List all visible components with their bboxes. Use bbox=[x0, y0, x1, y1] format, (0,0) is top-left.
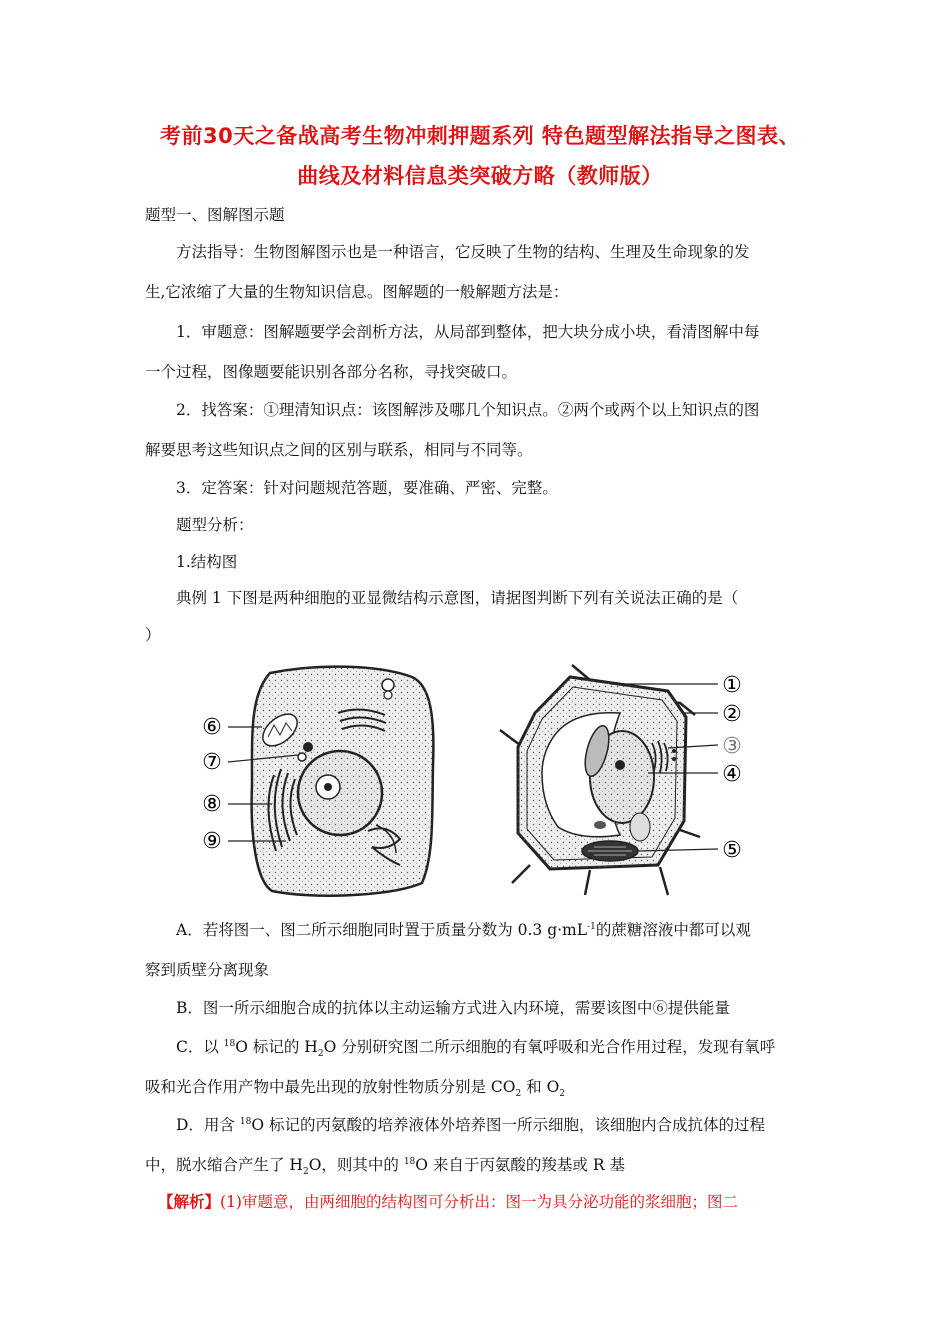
analysis-label: 【解析】 bbox=[158, 1192, 221, 1211]
example-question-line-2: ） bbox=[145, 626, 161, 644]
step-1-line-2: 一个过程，图像题要能识别各部分名称，寻找突破口。 bbox=[145, 363, 518, 381]
method-paragraph-line-2: 生,它浓缩了大量的生物知识信息。图解题的一般解题方法是： bbox=[145, 283, 569, 301]
structure-subheading: 1.结构图 bbox=[176, 553, 238, 571]
method-paragraph-line-1: 方法指导：生物图解图示也是一种语言，它反映了生物的结构、生理及生命现象的发 bbox=[176, 243, 750, 261]
label-3: ③ bbox=[722, 734, 742, 759]
step-2-line-2: 解要思考这些知识点之间的区别与联系，相同与不同等。 bbox=[145, 441, 533, 459]
cell-structure-figure bbox=[190, 655, 790, 900]
option-d-line-2: 中，脱水缩合产生了 $H_2O$，则其中的 $^{18}$O 来自于丙氨酸的羧基或 R 基 bbox=[145, 1156, 625, 1178]
label-1: ① bbox=[722, 673, 742, 698]
label-6: ⑥ bbox=[202, 715, 222, 740]
option-a-line-2: 察到质壁分离现象 bbox=[145, 961, 270, 979]
section-heading: 题型一、图解图示题 bbox=[145, 206, 285, 224]
analysis-heading: 题型分析： bbox=[176, 516, 254, 534]
document-title-line-1: 考前30天之备战高考生物冲刺押题系列 特色题型解法指导之图表、 bbox=[159, 124, 801, 148]
step-3: 3．定答案：针对问题规范答题，要准确、严密、完整。 bbox=[176, 479, 558, 497]
example-question-line-1: 典例 1 下图是两种细胞的亚显微结构示意图，请据图判断下列有关说法正确的是（ bbox=[176, 589, 739, 607]
step-1-line-1: 1．审题意：图解题要学会剖析方法，从局部到整体，把大块分成小块，看清图解中每 bbox=[176, 323, 760, 341]
option-c-line-1: C．以 $^{18}$O 标记的 $H_2O$ 分别研究图二所示细胞的有氧呼吸和光合作用过程，发现有氧呼 bbox=[176, 1038, 776, 1060]
label-5: ⑤ bbox=[722, 838, 742, 863]
option-a-line-1: A．若将图一、图二所示细胞同时置于质量分数为 0.3 $g\cdot mL^{-1}$的蔗糖溶液中都可以观 bbox=[176, 921, 751, 939]
option-b: B．图一所示细胞合成的抗体以主动运输方式进入内环境，需要该图中⑥提供能量 bbox=[176, 999, 730, 1017]
label-2: ② bbox=[722, 702, 742, 727]
animal-cell-diagram bbox=[202, 667, 433, 896]
label-7: ⑦ bbox=[202, 750, 222, 775]
label-4: ④ bbox=[722, 762, 742, 787]
step-2-line-1: 2．找答案：①理清知识点：该图解涉及哪几个知识点。②两个或两个以上知识点的图 bbox=[176, 401, 760, 419]
analysis-text: (1)审题意，由两细胞的结构图可分析出：图一为具分泌功能的浆细胞；图二 bbox=[220, 1193, 738, 1211]
label-9: ⑨ bbox=[202, 829, 222, 854]
analysis-line bbox=[158, 1190, 738, 1212]
label-8: ⑧ bbox=[202, 792, 222, 817]
option-c-line-2: 吸和光合作用产物中最先出现的放射性物质分别是 $CO_2$ 和 $O_2$ bbox=[145, 1078, 566, 1100]
document-title-line-2: 曲线及材料信息类突破方略（教师版） bbox=[297, 164, 663, 188]
plant-cell-diagram bbox=[500, 665, 742, 895]
option-d-line-1: D．用含 $^{18}$O 标记的丙氨酸的培养液体外培养图一所示细胞，该细胞内合成抗体的过程 bbox=[176, 1116, 765, 1134]
